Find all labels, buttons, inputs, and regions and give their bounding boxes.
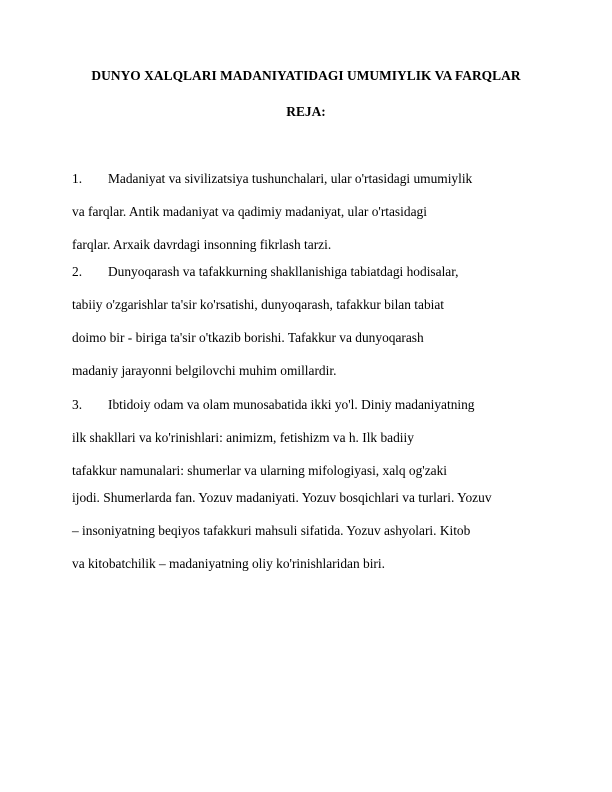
item-line: tabiiy o'zgarishlar ta'sir ko'rsatishi, dunyoqarash, tafakkur bilan tabiat [72,297,445,312]
item-line: doimo bir - biriga ta'sir o'tkazib borishi. Tafakkur va dunyoqarash [72,330,424,345]
item-line: farqlar. Arxaik davrdagi insonning fikrlash tarzi. [72,237,332,252]
item-number: 1. [72,171,83,186]
item-line: ilk shakllari va ko'rinishlari: animizm, fetishizm va h. Ilk badiiy [72,430,414,445]
item-line: Madaniyat va sivilizatsiya tushunchalari, ular o'rtasidagi umumiylik [108,171,473,186]
item-line: va farqlar. Antik madaniyat va qadimiy madaniyat, ular o'rtasidagi [72,204,427,219]
item-number: 2. [72,264,83,279]
item-line: ijodi. Shumerlarda fan. Yozuv madaniyati. Yozuv bosqichlari va turlari. Yozuv [72,490,492,505]
item-line: madaniy jarayonni belgilovchi muhim omillardir. [72,363,337,378]
item-line: – insoniyatning beqiyos tafakkuri mahsuli sifatida. Yozuv ashyolari. Kitob [72,523,471,538]
plan-heading: REJA: [286,104,326,119]
document-title: DUNYO XALQLARI MADANIYATIDAGI UMUMIYLIK VA FARQLAR [91,68,521,83]
item-line: tafakkur namunalari: shumerlar va ularning mifologiyasi, xalq og'zaki [72,463,448,478]
item-line: Ibtidoiy odam va olam munosabatida ikki yo'l. Diniy madaniyatning [108,397,475,412]
item-line: Dunyoqarash va tafakkurning shakllanishiga tabiatdagi hodisalar, [108,264,459,279]
item-line: va kitobatchilik – madaniyatning oliy ko'rinishlaridan biri. [72,556,385,571]
item-number: 3. [72,397,83,412]
